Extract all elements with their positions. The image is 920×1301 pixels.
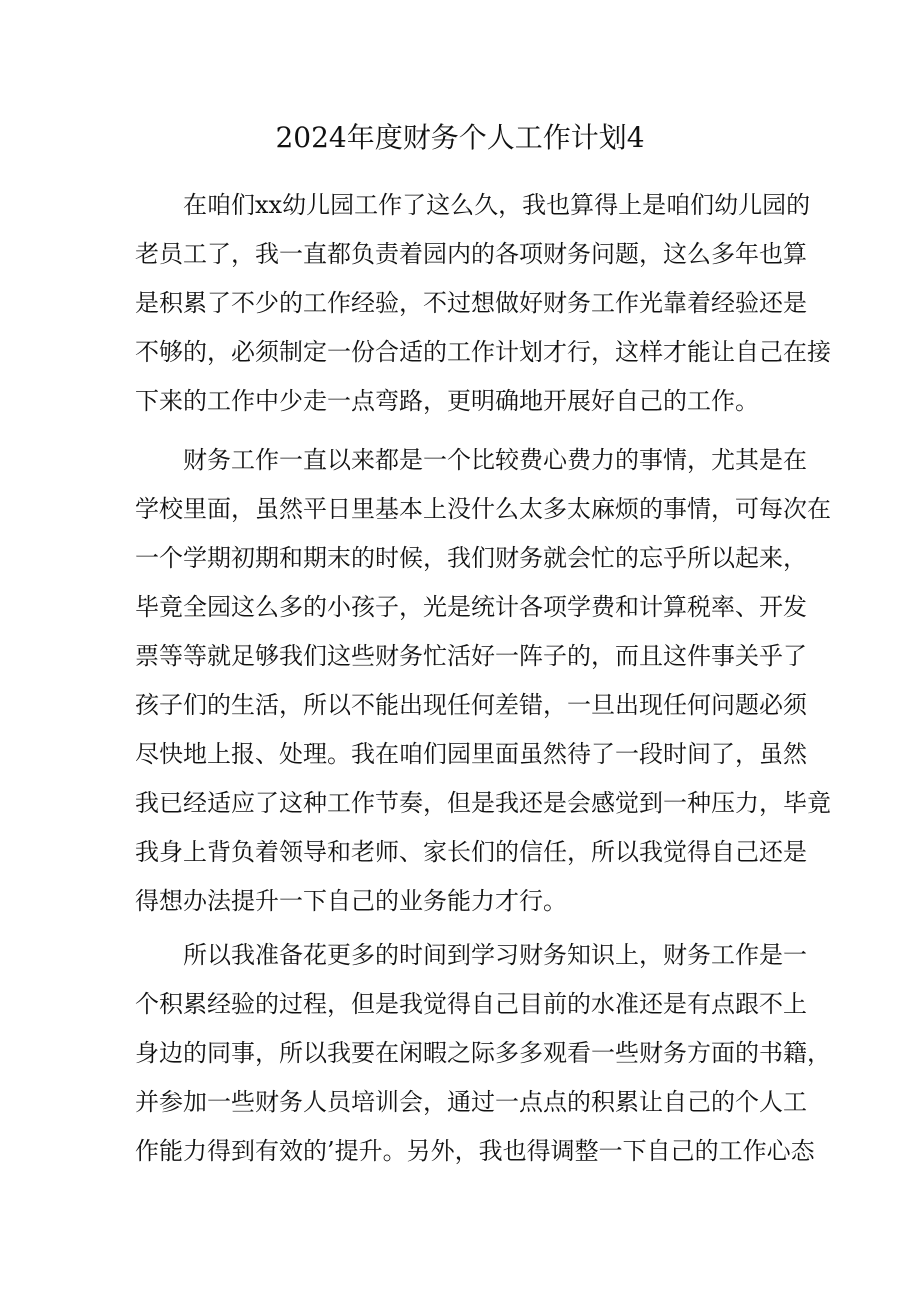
paragraph-line: 不够的，必须制定一份合适的工作计划才行，这样才能让自己在接 (135, 338, 831, 366)
paragraph-line: 作能力得到有效的’提升。另外，我也得调整一下自己的工作心态 (135, 1137, 815, 1165)
paragraph-line: 所以我准备花更多的时间到学习财务知识上，财务工作是一 (183, 941, 807, 969)
paragraph-line: 毕竟全园这么多的小孩子，光是统计各项学费和计算税率、开发 (135, 593, 807, 621)
paragraph-line: 票等等就足够我们这些财务忙活好一阵子的，而且这件事关乎了 (135, 642, 807, 670)
paragraph-line: 是积累了不少的工作经验，不过想做好财务工作光靠着经验还是 (135, 289, 807, 317)
paragraph-line: 一个学期初期和期末的时候，我们财务就会忙的忘乎所以起来， (135, 544, 807, 572)
paragraph-3 (135, 935, 831, 1171)
paragraph-line: 财务工作一直以来都是一个比较费心费力的事情，尤其是在 (183, 446, 807, 474)
document-title: 2024年度财务个人工作计划4 (275, 121, 645, 154)
paragraph-line: 老员工了，我一直都负责着园内的各项财务问题，这么多年也算 (135, 240, 807, 268)
paragraph-line: 我已经适应了这种工作节奏，但是我还是会感觉到一种压力，毕竟 (135, 789, 831, 817)
paragraph-line: 并参加一些财务人员培训会，通过一点点的积累让自己的个人工 (135, 1088, 807, 1116)
paragraph-line: 尽快地上报、处理。我在咱们园里面虽然待了一段时间了，虽然 (135, 740, 807, 768)
paragraph-line: 个积累经验的过程，但是我觉得自己目前的水准还是有点跟不上 (135, 990, 807, 1018)
paragraph-line: 学校里面，虽然平日里基本上没什么太多太麻烦的事情，可每次在 (135, 495, 831, 523)
paragraph-line: 下来的工作中少走一点弯路，更明确地开展好自己的工作。 (135, 387, 759, 415)
paragraph-line: 身边的同事，所以我要在闲暇之际多多观看一些财务方面的书籍， (135, 1039, 831, 1067)
paragraph-line: 在咱们xx幼儿园工作了这么久，我也算得上是咱们幼儿园的 (183, 191, 811, 219)
paragraph-line: 孩子们的生活，所以不能出现任何差错，一旦出现任何问题必须 (135, 691, 807, 719)
paragraph-line: 我身上背负着领导和老师、家长们的信任，所以我觉得自己还是 (135, 838, 807, 866)
paragraph-line: 得想办法提升一下自己的业务能力才行。 (135, 887, 567, 915)
paragraph-1 (135, 185, 831, 421)
paragraph-2 (135, 440, 831, 921)
